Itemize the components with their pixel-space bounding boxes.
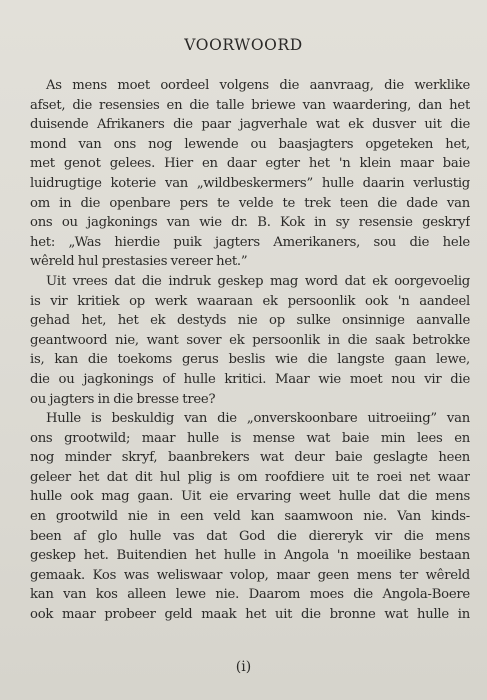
body-text [30,76,470,625]
text-line: duisende Afrikaners die paar jagverhale wat ek dusver uit die [30,117,470,133]
text-line: is, kan die toekoms gerus beslis wie die langste gaan lewe, [30,352,470,368]
text-line: die ou jagkonings of hulle kritici. Maar wie moet nou vir die [30,371,470,387]
text-line: is vir kritiek op werk waaraan ek persoonlik ook 'n aandeel [30,293,470,309]
page-number: (i) [235,659,252,675]
text-line: geskep het. Buitendien het hulle in Angola 'n moeilike bestaan [30,548,470,564]
text-line: om in die openbare pers te velde te trek teen die dade van [30,195,470,211]
text-line: Uit vrees dat die indruk geskep mag word dat ek oorgevoelig [46,273,470,289]
text-line: ook maar probeer geld maak het uit die bronne wat hulle in [30,607,470,623]
text-line: het: „Was hierdie puik jagters Amerikaners, sou die hele [30,234,470,250]
text-line: Hulle is beskuldig van die „onverskoonbare uitroeiing” van [46,411,470,427]
paragraph-1 [30,76,470,272]
text-line: mond van ons nog lewende ou baasjagters opgeteken het, [30,136,470,152]
text-line: ons ou jagkonings van wie dr. B. Kok in sy resensie geskryf [30,215,470,231]
paragraph-3 [30,409,470,625]
text-line: gemaak. Kos was weliswaar volop, maar geen mens ter wêreld [30,567,470,583]
text-line: luidrugtige koterie van „wildbeskermers” hulle daarin verlustig [30,175,470,191]
text-line-last: wêreld hul prestasies vereer het.” [30,254,248,270]
text-line: nog minder skryf, baanbrekers wat deur baie geslagte heen [30,450,470,466]
text-line: ons grootwild; maar hulle is mense wat baie min lees en [30,430,470,446]
text-line: met genot gelees. Hier en daar egter het 'n klein maar baie [30,156,470,172]
text-line: been af glo hulle vas dat God die diereryk vir die mens [30,528,470,544]
text-line: hulle ook mag gaan. Uit eie ervaring weet hulle dat die mens [30,489,470,505]
text-line: As mens moet oordeel volgens die aanvraag, die werklike [46,78,470,93]
text-line: kan van kos alleen lewe nie. Daarom moes die Angola-Boere [30,587,470,603]
text-line: gehad het, het ek destyds nie op sulke onsinnige aanvalle [30,313,470,329]
text-line-last: ou jagters in die bresse tree? [30,391,216,407]
page-title: VOORWOORD [184,36,303,54]
paragraph-2 [30,272,470,409]
text-line: geantwoord nie, want sover ek persoonlik in die saak betrokke [30,332,470,348]
text-line: en grootwild nie in een veld kan saamwoon nie. Van kinds- [30,509,470,525]
text-line: geleer het dat dit hul plig is om roofdiere uit te roei net waar [30,469,470,485]
text-line: afset, die resensies en die talle briewe van waardering, dan het [30,97,470,113]
